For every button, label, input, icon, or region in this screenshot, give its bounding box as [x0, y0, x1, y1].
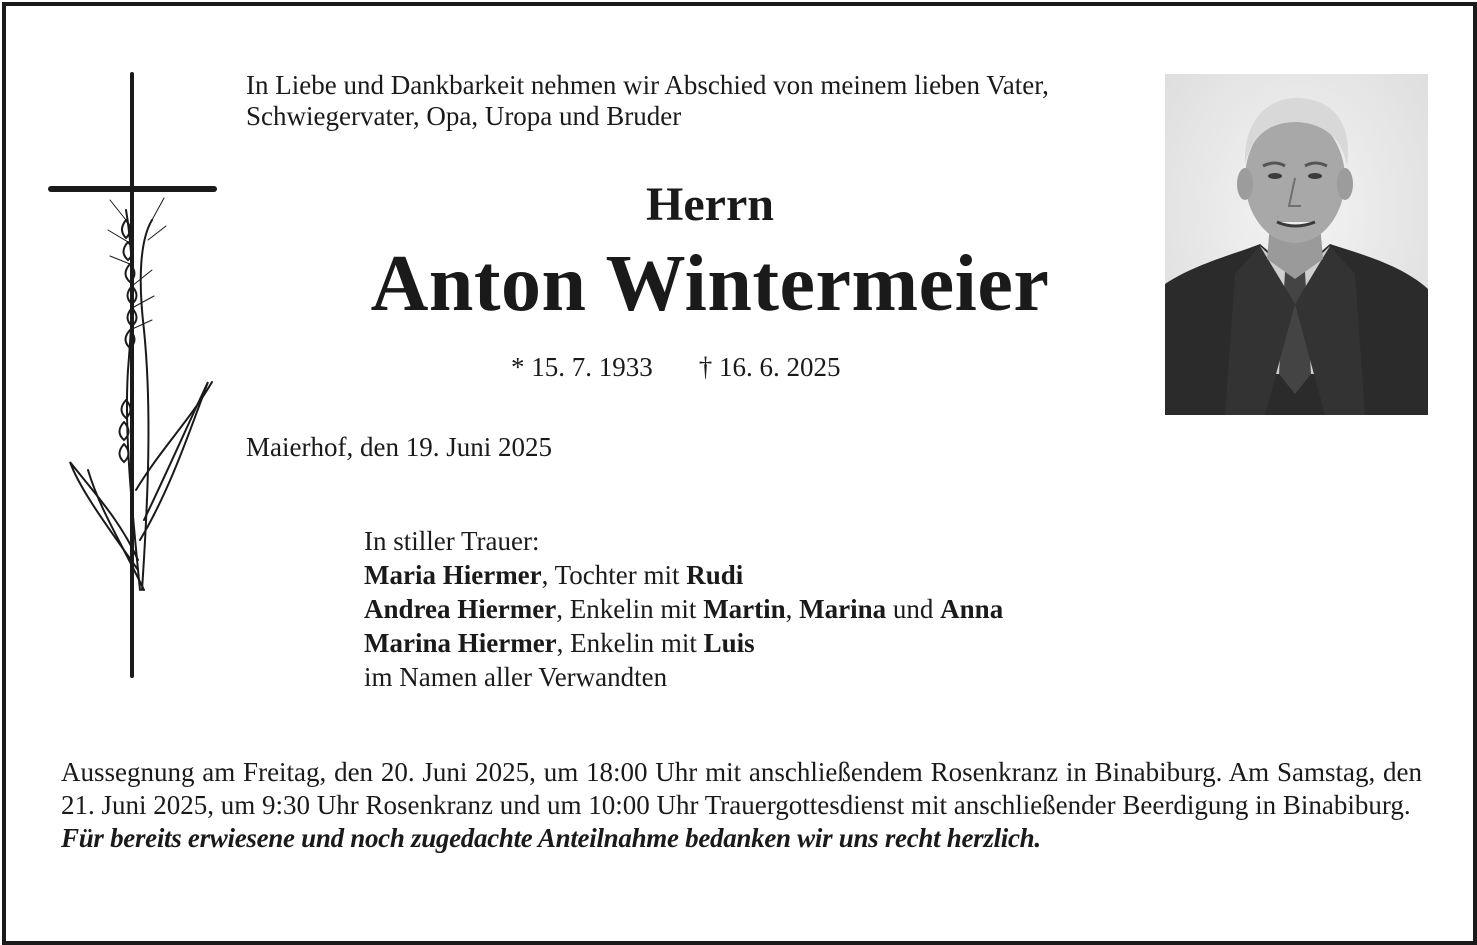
mourner-partner: Luis: [703, 628, 755, 658]
place-date: Maierhof, den 19. Juni 2025: [246, 432, 552, 462]
birth-date: * 15. 7. 1933: [511, 352, 653, 382]
mourner-name: Maria Hiermer: [364, 560, 542, 590]
life-dates: [511, 350, 841, 384]
intro-line-1: In Liebe und Dankbarkeit nehmen wir Abschied von meinem lieben Vater,: [246, 70, 1049, 100]
mourner-partner: Rudi: [686, 560, 744, 590]
mourner-relation: , Tochter mit: [541, 560, 687, 590]
mourner-relation: , Enkelin mit: [556, 628, 704, 658]
cross-with-wheat-icon: [40, 70, 230, 690]
mourner-partner: Marina: [799, 594, 887, 624]
portrait-photo: [1165, 74, 1428, 415]
separator: ,: [785, 594, 800, 624]
mourner-line: [364, 626, 1003, 660]
service-info: [61, 756, 1422, 855]
intro-line-2: Schwiegervater, Opa, Uropa und Bruder: [246, 101, 682, 131]
mourner-relation: , Enkelin mit: [556, 594, 704, 624]
mourner-partner: Martin: [703, 594, 786, 624]
mourner-name: Andrea Hiermer: [364, 594, 557, 624]
mourners-heading: In stiller Trauer:: [364, 526, 540, 556]
mourner-line: [364, 592, 1003, 626]
mourner-line: [364, 558, 1003, 592]
service-text: Aussegnung am Freitag, den 20. Juni 2025, um 18:00 Uhr mit anschließendem Rosenkranz in Binabiburg. Am Samstag, den 21. Juni 2025, um 9:30 Uhr Rosenkranz und um 10:00 Uhr Trauergottesdienst mit anschließender Beerdigung in Binabiburg.: [61, 757, 1422, 820]
deceased-name: Anton Wintermeier: [370, 240, 1050, 328]
mourners-block: [364, 524, 1003, 694]
mourner-name: Marina Hiermer: [364, 628, 557, 658]
mourner-partner: Anna: [940, 594, 1004, 624]
separator: und: [886, 594, 941, 624]
intro-text: [246, 70, 1049, 132]
death-date: † 16. 6. 2025: [698, 352, 841, 382]
thanks-text: Für bereits erwiesene und noch zugedachte Anteilnahme bedanken wir uns recht herzlich.: [61, 823, 1041, 853]
mourners-closing: im Namen aller Verwandten: [364, 662, 668, 692]
salutation: Herrn: [646, 178, 774, 231]
